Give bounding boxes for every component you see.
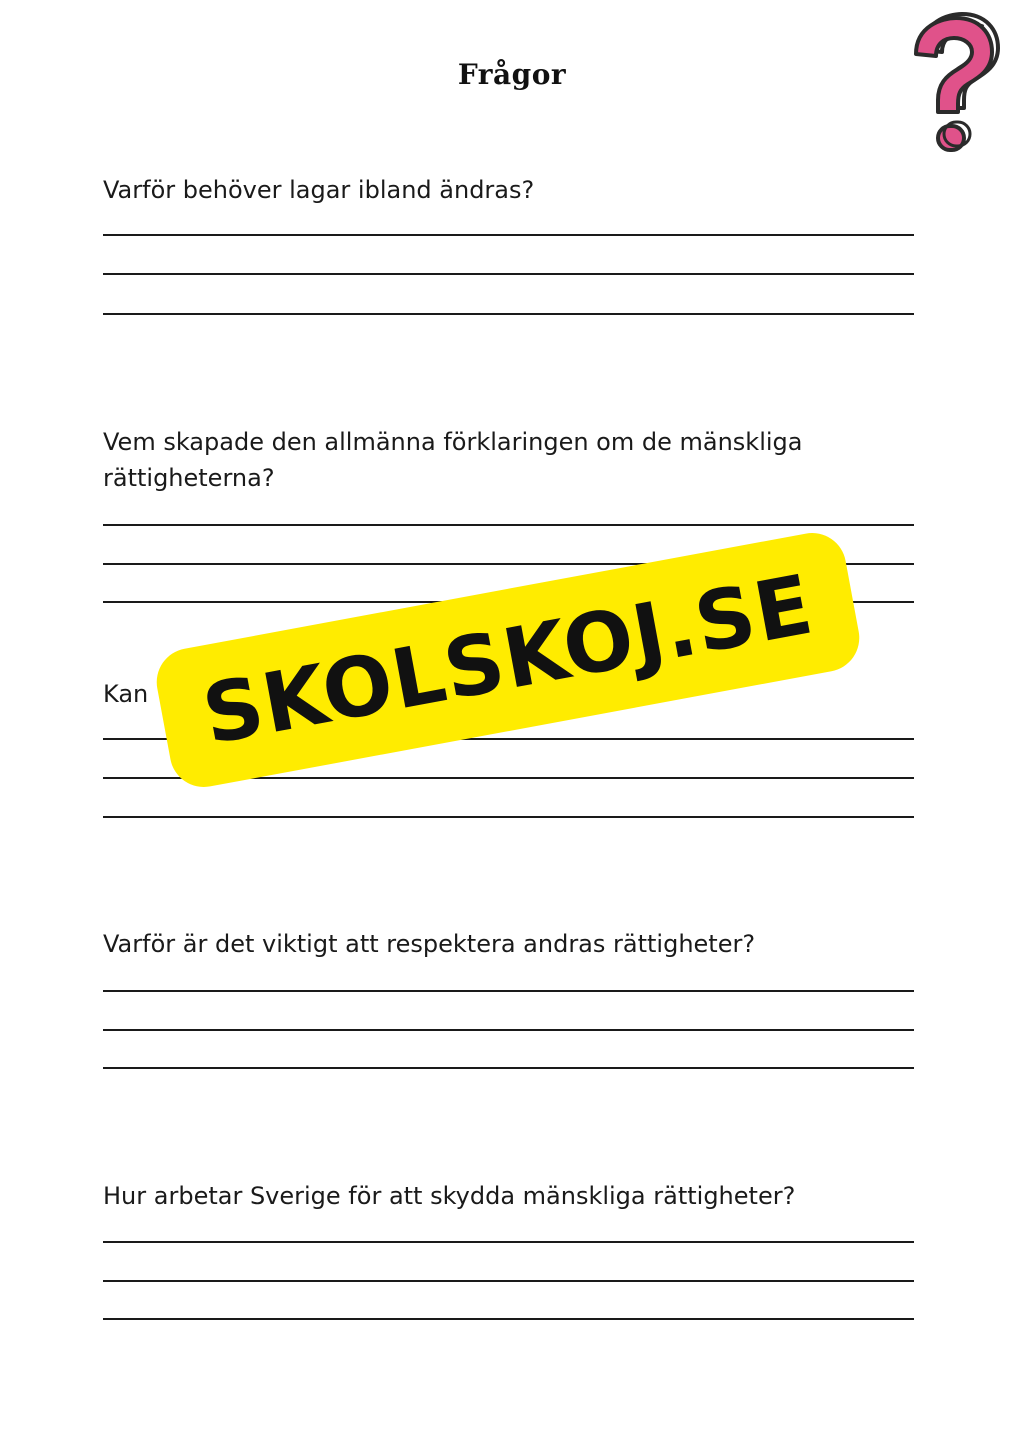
- question-3: Kan: [103, 680, 149, 708]
- answer-line-4a[interactable]: [103, 990, 914, 992]
- answer-line-5b[interactable]: [103, 1280, 914, 1282]
- answer-line-3c[interactable]: [103, 816, 914, 818]
- answer-line-4b[interactable]: [103, 1029, 914, 1031]
- answer-line-5c[interactable]: [103, 1318, 914, 1320]
- answer-line-4c[interactable]: [103, 1067, 914, 1069]
- question-1: Varför behöver lagar ibland ändras?: [103, 176, 535, 204]
- question-mark-icon: [900, 8, 1010, 158]
- answer-line-1c[interactable]: [103, 313, 914, 315]
- answer-line-2a[interactable]: [103, 524, 914, 526]
- question-2: Vem skapade den allmänna förklaringen om de mänskliga rättigheterna?: [103, 428, 803, 492]
- question-5: Hur arbetar Sverige för att skydda mänskliga rättigheter?: [103, 1182, 796, 1210]
- answer-line-1a[interactable]: [103, 234, 914, 236]
- answer-line-1b[interactable]: [103, 273, 914, 275]
- question-4: Varför är det viktigt att respektera andras rättigheter?: [103, 930, 756, 958]
- answer-line-5a[interactable]: [103, 1241, 914, 1243]
- watermark-text: SKOLSKOJ.SE: [195, 557, 821, 763]
- watermark-stamp: [151, 527, 865, 792]
- page-title: Frågor: [457, 58, 567, 91]
